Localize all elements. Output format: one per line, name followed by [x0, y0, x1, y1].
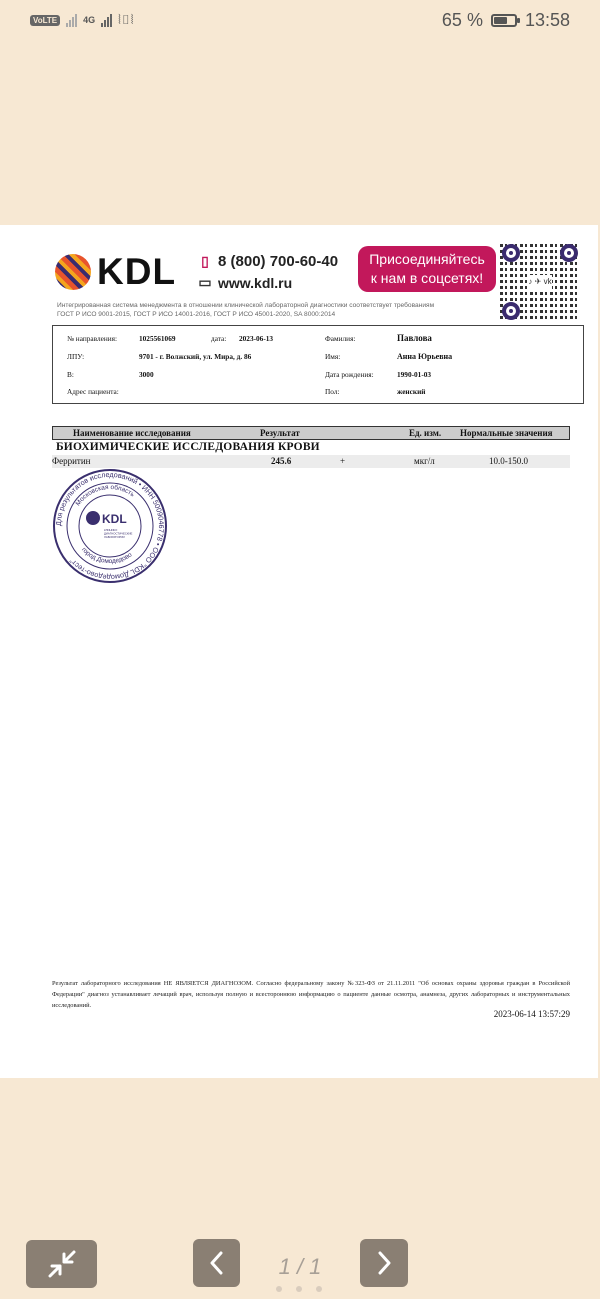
kdl-logo-text: KDL: [97, 251, 177, 292]
social-banner: [358, 246, 496, 292]
phone-icon: ▯: [201, 253, 209, 269]
surname-value: Павлова: [397, 333, 432, 343]
page-dots: [276, 1286, 322, 1292]
chevron-left-icon: [205, 1248, 229, 1278]
test-flag: +: [340, 456, 346, 466]
monitor-icon: ▭: [198, 274, 212, 290]
section-title: БИОХИМИЧЕСКИЕ ИССЛЕДОВАНИЯ КРОВИ: [56, 441, 320, 453]
prev-page-button[interactable]: [193, 1239, 240, 1287]
social-banner-line2: к нам в соцсетях!: [370, 270, 484, 286]
stamp-region-text: Московская область: [74, 483, 136, 508]
qr-finder-icon: [560, 244, 578, 262]
dob-label: Дата рождения:: [325, 370, 374, 379]
status-right: [442, 10, 570, 31]
col-header-test-name: Наименование исследования: [73, 428, 191, 438]
signal-icon-sim2: [101, 13, 112, 27]
vibrate-icon: ⦚▯⦚: [118, 12, 134, 27]
dob-value: 1990-01-03: [397, 370, 432, 379]
sex-label: Пол:: [325, 387, 340, 396]
collapse-button[interactable]: [26, 1240, 97, 1288]
stamp-caption-2: ДИАГНОСТИЧЕСКИЕ: [104, 531, 133, 536]
page-dot: [316, 1286, 322, 1292]
contacts: [198, 251, 338, 293]
referral-label: № направления:: [67, 334, 118, 343]
qr-finder-icon: [502, 302, 520, 320]
v-label: В:: [67, 370, 74, 379]
col-header-normal-range: Нормальные значения: [460, 428, 553, 438]
page-dot: [276, 1286, 282, 1292]
results-table-header: [52, 426, 570, 440]
lpu-value: 9701 - г. Волжский, ул. Мира, д. 86: [139, 352, 252, 361]
patient-info-box: [52, 325, 584, 404]
surname-label: Фамилия:: [325, 334, 356, 343]
stamp-city-text: город Домодедово: [79, 546, 134, 566]
iso-line2: ГОСТ Р ИСО 9001-2015, ГОСТ Р ИСО 14001-2016, ГОСТ Р ИСО 45001-2020, SA 8000:2014: [57, 311, 336, 318]
referral-value: 1025561069: [139, 334, 176, 343]
sex-value: женский: [397, 387, 426, 396]
status-bar: [0, 0, 600, 44]
qr-code: [500, 242, 580, 322]
kdl-logo-icon: [55, 254, 91, 290]
name-value: Анна Юрьевна: [397, 352, 453, 361]
volte-badge: VoLTE: [30, 15, 60, 26]
status-left-icons: [30, 12, 134, 28]
kdl-logo: [55, 251, 176, 293]
table-row: [52, 455, 570, 468]
disclaimer: Результат лабораторного исследования НЕ ЯВЛЯЕТСЯ ДИАГНОЗОМ. Согласно федеральному закону №323-ФЗ от 21.11.2011 "Об основах охраны здоровья граждан в Российской Федерации" диагноз устанавливает лечащий врач, используя полную и всестороннюю информацию о пациенте данные осмотра, анамнеза, других лабораторных и инструментальных исследований.: [52, 980, 570, 1009]
clock: 13:58: [524, 10, 570, 30]
iso-certification: [57, 301, 497, 319]
stamp-logo-text: KDL: [102, 512, 127, 526]
next-page-button[interactable]: [360, 1239, 408, 1287]
stamp-outer-text: Для результатов исследований • ИНН 5009046778 • ООО "KDL Домодедово-тест": [53, 469, 167, 583]
page-indicator: 1 / 1: [278, 1254, 322, 1279]
date-value: 2023-06-13: [239, 334, 274, 343]
battery-percent: 65 %: [441, 10, 483, 30]
social-banner-line1: Присоединяйтесь: [369, 251, 485, 267]
col-header-result: Результат: [260, 428, 300, 438]
battery-icon: [491, 14, 517, 27]
document-page: [0, 225, 598, 1078]
website-row: [198, 272, 338, 293]
chevron-right-icon: [372, 1248, 396, 1278]
print-datetime: 2023-06-14 13:57:29: [493, 1009, 570, 1019]
iso-line1: Интегрированная система менеджмента в отношении клинической лабораторной диагностики соответствует требованиям: [57, 302, 435, 309]
page-dot: [296, 1286, 302, 1292]
address-label: Адрес пациента:: [67, 387, 119, 396]
test-normal-range: 10.0-150.0: [489, 456, 528, 466]
svg-text:город Домодедово: [80, 546, 134, 565]
stamp-logo-ball-icon: [86, 511, 100, 525]
collapse-arrows-icon: [44, 1246, 80, 1282]
col-header-unit: Ед. изм.: [409, 428, 442, 438]
stamp-caption-1: КЛИНИКО: [104, 528, 118, 532]
stamp-caption-3: ЛАБОРАТОРИИ: [104, 535, 125, 539]
lpu-label: ЛПУ:: [67, 352, 85, 361]
qr-finder-icon: [502, 244, 520, 262]
website: www.kdl.ru: [218, 274, 293, 291]
test-result: 245.6: [271, 456, 292, 466]
qr-social-icons: ♪ ✈ vk: [528, 275, 552, 289]
name-label: Имя:: [325, 352, 341, 361]
test-unit: мкг/л: [414, 456, 435, 466]
phone-number: 8 (800) 700-60-40: [218, 253, 339, 270]
test-name: Ферритин: [52, 456, 91, 466]
lab-stamp: [52, 468, 168, 584]
phone-row: [198, 251, 338, 272]
network-type: 4G: [83, 15, 96, 25]
signal-icon-sim1: [66, 13, 77, 27]
v-value: 3000: [139, 370, 154, 379]
date-label: дата:: [211, 334, 227, 343]
